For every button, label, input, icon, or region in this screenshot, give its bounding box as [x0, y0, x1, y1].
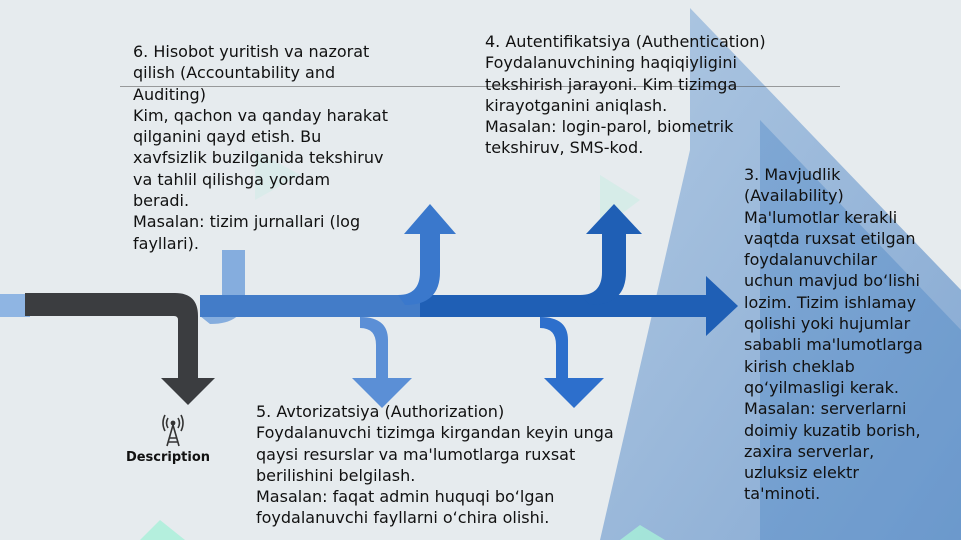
antenna-icon [161, 413, 185, 447]
text-block-availability: 3. Mavjudlik (Availability) Ma'lumotlar kerakli vaqtda ruxsat etilgan foydalanuvchilar uchun mavjud bo‘lishi lozim. Tizim ishlamay qolishi yoki hujumlar sababli ma'lumotlarga kirish cheklab qo‘yilmasligi kerak. Masalan: serverlarni doimiy kuzatib borish, zaxira serverlar, uzluksiz elektr ta'minoti. [744, 165, 923, 504]
branch-down-5 [352, 317, 412, 408]
dark-arrow [25, 293, 215, 405]
description-label: Description [125, 450, 211, 465]
branch-up-4b [580, 204, 642, 305]
text-block-authorization: 5. Avtorizatsiya (Authorization) Foydalanuvchi tizimga kirgandan keyin unga qaysi resurslar va ma'lumotlarga ruxsat berilishini belgilash. Masalan: faqat admin huquqi bo‘lgan foydalanuvchi fayllarni o‘chira olishi. [256, 402, 614, 528]
text-block-accountability: 6. Hisobot yuritish va nazorat qilish (Accountability and Auditing) Kim, qachon va qanday harakat qilganini qayd etish. Bu xavfsizlik buzilganida tekshiruv va tahlil qilishga yordam beradi. Masalan: tizim jurnallari (log fayllari). [133, 42, 388, 253]
branch-down-right [540, 317, 604, 408]
text-block-authentication: 4. Autentifikatsiya (Authentication) Foydalanuvchining haqiqiyligini tekshirish jarayoni. Kim tizimga kirayotganini aniqlash. Masalan: login-parol, biometrik tekshiruv, SMS-kod. [485, 32, 766, 158]
